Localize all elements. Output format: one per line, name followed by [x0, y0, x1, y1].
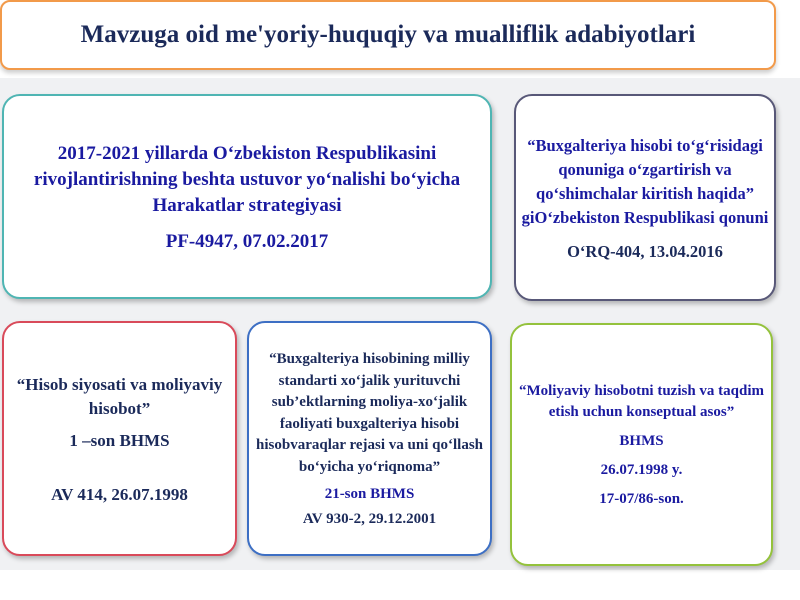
card-text: “Hisob siyosati va moliyaviy hisobot” [16, 374, 223, 418]
card-text: “Buxgalteriya hisobining milliy standarti xo‘jalik yurituvchi sub’ektlarning moliya-xo‘jalik faoliyati buxgalteriya hisobi hisobvaraqlar rejasi va uni qo‘llash bo‘yicha yo‘riqnoma” [256, 351, 483, 475]
card-konseptual-asos [510, 323, 773, 566]
card-date: 26.07.1998 y. [600, 462, 683, 478]
card-standard: BHMS [619, 433, 664, 449]
card-registration: AV 414, 26.07.1998 [51, 484, 188, 504]
page-title: Mavzuga oid me'yoriy-huquqiy va mualliflik adabiyotlari [80, 21, 696, 48]
card-registration: AV 930-2, 29.12.2001 [302, 511, 437, 527]
card-buxgalteriya-qonuni [514, 94, 776, 301]
card-text: “Moliyaviy hisobotni tuzish va taqdim etish uchun konseptual asos” [518, 383, 765, 420]
card-harakatlar-strategiyasi [2, 94, 492, 299]
card-text: 2017-2021 yillarda O‘zbekiston Respublikasini rivojlantirishning beshta ustuvor yo‘nalishi bo‘yicha Harakatlar strategiyasi [33, 142, 461, 216]
card-milliy-standart [247, 321, 492, 556]
card-hisob-siyosati [2, 321, 237, 556]
card-document-code: PF-4947, 07.02.2017 [165, 230, 329, 252]
card-number: 17-07/86-son. [599, 491, 684, 507]
card-text: “Buxgalteriya hisobi to‘g‘risidagi qonuniga o‘zgartirish va qo‘shimchalar kiritish haqida” giO‘zbekiston Respublikasi qonuni [521, 135, 769, 227]
card-standard: 1 –son BHMS [69, 430, 170, 450]
title-banner [0, 0, 776, 70]
card-standard: 21-son BHMS [324, 486, 415, 502]
card-document-code: O‘RQ-404, 13.04.2016 [567, 241, 723, 261]
